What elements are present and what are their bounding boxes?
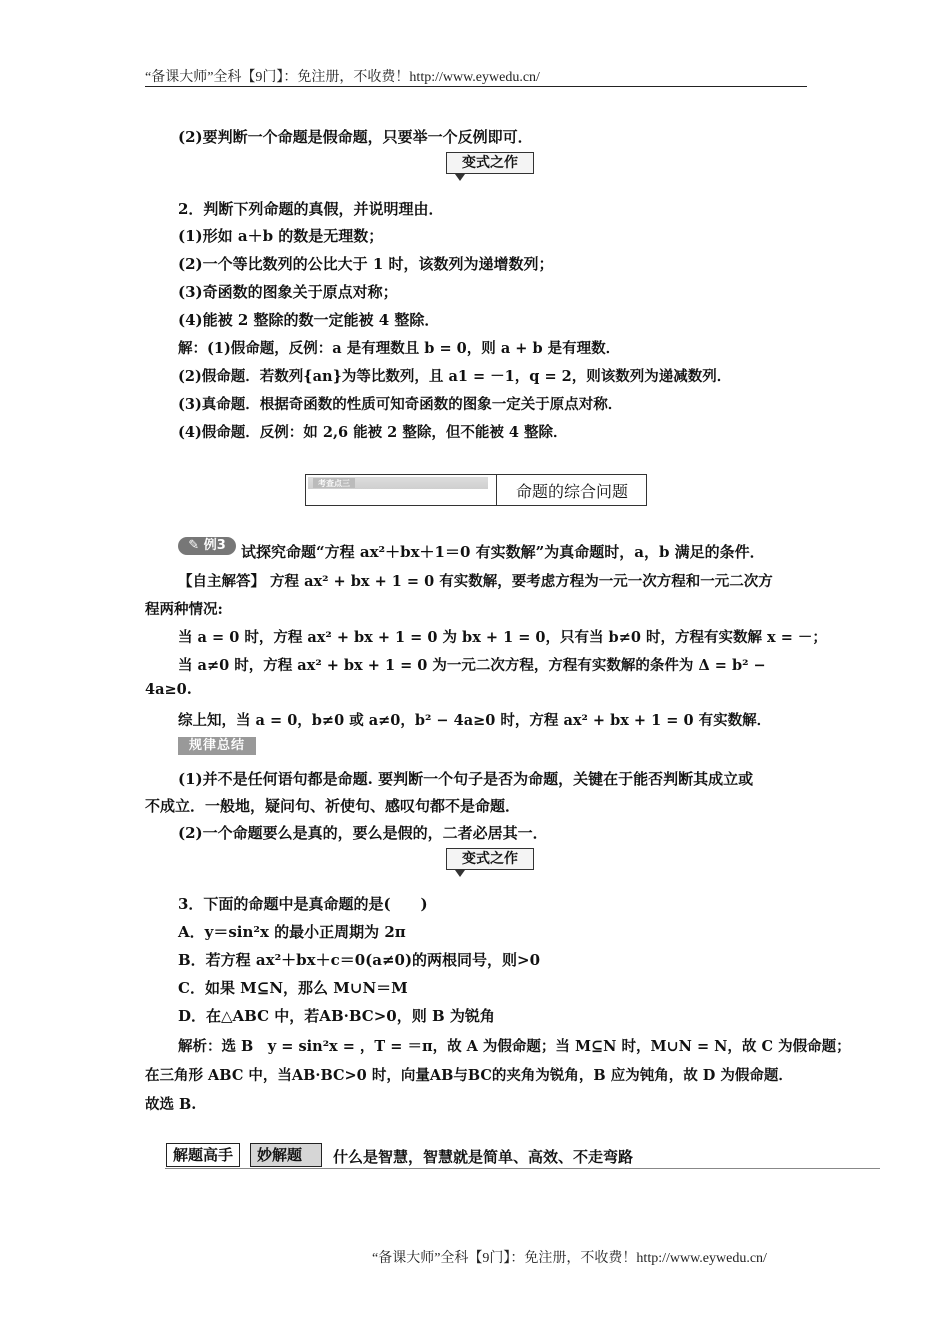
- solution-line: (2)假命题．若数列{an}为等比数列，且 a1 = －1，q = 2，则该数列为递减数列．: [178, 368, 732, 385]
- question-title: 3．下面的命题中是真命题的是( ): [178, 895, 428, 913]
- expert-tag: 解题高手: [166, 1143, 240, 1167]
- solution-line: 解析：选 B y = sin²x = ，T = ＝π，故 A 为假命题；当 M⊆N 时，M∪N = N，故 C 为假命题；: [178, 1038, 851, 1055]
- example-badge: [178, 537, 236, 555]
- text-line: (3)奇函数的图象关于原点对称；: [178, 283, 398, 301]
- option-c: C．如果 M⊆N，那么 M∪N＝M: [178, 979, 408, 997]
- solution-line: (3)真命题．根据奇函数的性质可知奇函数的图象一定关于原点对称．: [178, 396, 623, 413]
- badge-tail: [455, 174, 465, 181]
- text-line: (2)要判断一个命题是假命题，只要举一个反例即可．: [178, 128, 533, 146]
- variant-badge: 变式之作: [446, 152, 534, 174]
- bar-rule: [165, 1168, 880, 1169]
- slogan: 什么是智慧，智慧就是简单、高效、不走弯路: [333, 1148, 634, 1166]
- rule-summary-badge: 规律总结: [178, 737, 256, 755]
- solution-line: 当 a≠0 时，方程 ax² + bx + 1 = 0 为一元二次方程，方程有实数解的条件为 Δ = b² −: [178, 657, 766, 674]
- solution-line: 程两种情况:: [145, 601, 223, 618]
- page-footer: “备课大师”全科【9门】：免注册，不收费！http://www.eywedu.cn/: [372, 1251, 767, 1266]
- example-question: 试探究命题“方程 ax²＋bx＋1＝0 有实数解”为真命题时，a，b 满足的条件．: [241, 543, 765, 561]
- option-d: D．在△ABC 中，若AB·BC>0，则 B 为锐角: [178, 1007, 495, 1025]
- example-label: 例3: [203, 538, 226, 553]
- topic-tag: 考查点三: [313, 478, 355, 488]
- topic-divider: [496, 475, 497, 505]
- solution-line: 【自主解答】 方程 ax² + bx + 1 = 0 有实数解，要考虑方程为一元一次方程和一元二次方: [178, 573, 773, 590]
- text-line: (2)一个等比数列的公比大于 1 时，该数列为递增数列；: [178, 255, 554, 273]
- page-header: “备课大师”全科【9门】：免注册，不收费！http://www.eywedu.cn/: [145, 70, 540, 85]
- solution-line: (4)假命题．反例：如 2,6 能被 2 整除，但不能被 4 整除．: [178, 424, 568, 441]
- option-a: A．y＝sin²x 的最小正周期为 2π: [178, 923, 406, 941]
- text-line: 不成立．一般地，疑问句、祈使句、感叹句都不是命题．: [145, 797, 521, 815]
- solution-line: 在三角形 ABC 中，当AB·BC>0 时，向量AB与BC的夹角为锐角，B 应为钝角，故 D 为假命题．: [145, 1067, 793, 1084]
- badge-tail: [455, 870, 465, 877]
- pencil-icon: ✎: [188, 538, 200, 553]
- header-rule: [145, 86, 807, 87]
- clever-solution-tag: 妙解题: [250, 1143, 322, 1167]
- solution-line: 当 a = 0 时，方程 ax² + bx + 1 = 0 为 bx + 1 = 0，只有当 b≠0 时，方程有实数解 x = －；: [178, 629, 827, 646]
- text-line: (4)能被 2 整除的数一定能被 4 整除．: [178, 311, 440, 329]
- topic-box: [305, 474, 647, 506]
- question-title: 2．判断下列命题的真假，并说明理由．: [178, 200, 444, 218]
- text-line: (1)形如 a＋b 的数是无理数；: [178, 227, 384, 245]
- text-line: (1)并不是任何语句都是命题. 要判断一个句子是否为命题，关键在于能否判断其成立或: [178, 770, 754, 788]
- text-line: (2)一个命题要么是真的，要么是假的，二者必居其一．: [178, 824, 548, 842]
- solution-line: 4a≥0.: [145, 681, 192, 698]
- solution-line: 综上知，当 a = 0，b≠0 或 a≠0，b² − 4a≥0 时，方程 ax² + bx + 1 = 0 有实数解．: [178, 712, 772, 729]
- solution-line: 故选 B.: [145, 1096, 197, 1113]
- topic-title: 命题的综合问题: [516, 482, 629, 501]
- variant-badge: 变式之作: [446, 848, 534, 870]
- solution-line: 解：(1)假命题，反例：a 是有理数且 b = 0，则 a + b 是有理数．: [178, 340, 621, 357]
- option-b: B．若方程 ax²＋bx＋c＝0(a≠0)的两根同号，则>0: [178, 951, 541, 969]
